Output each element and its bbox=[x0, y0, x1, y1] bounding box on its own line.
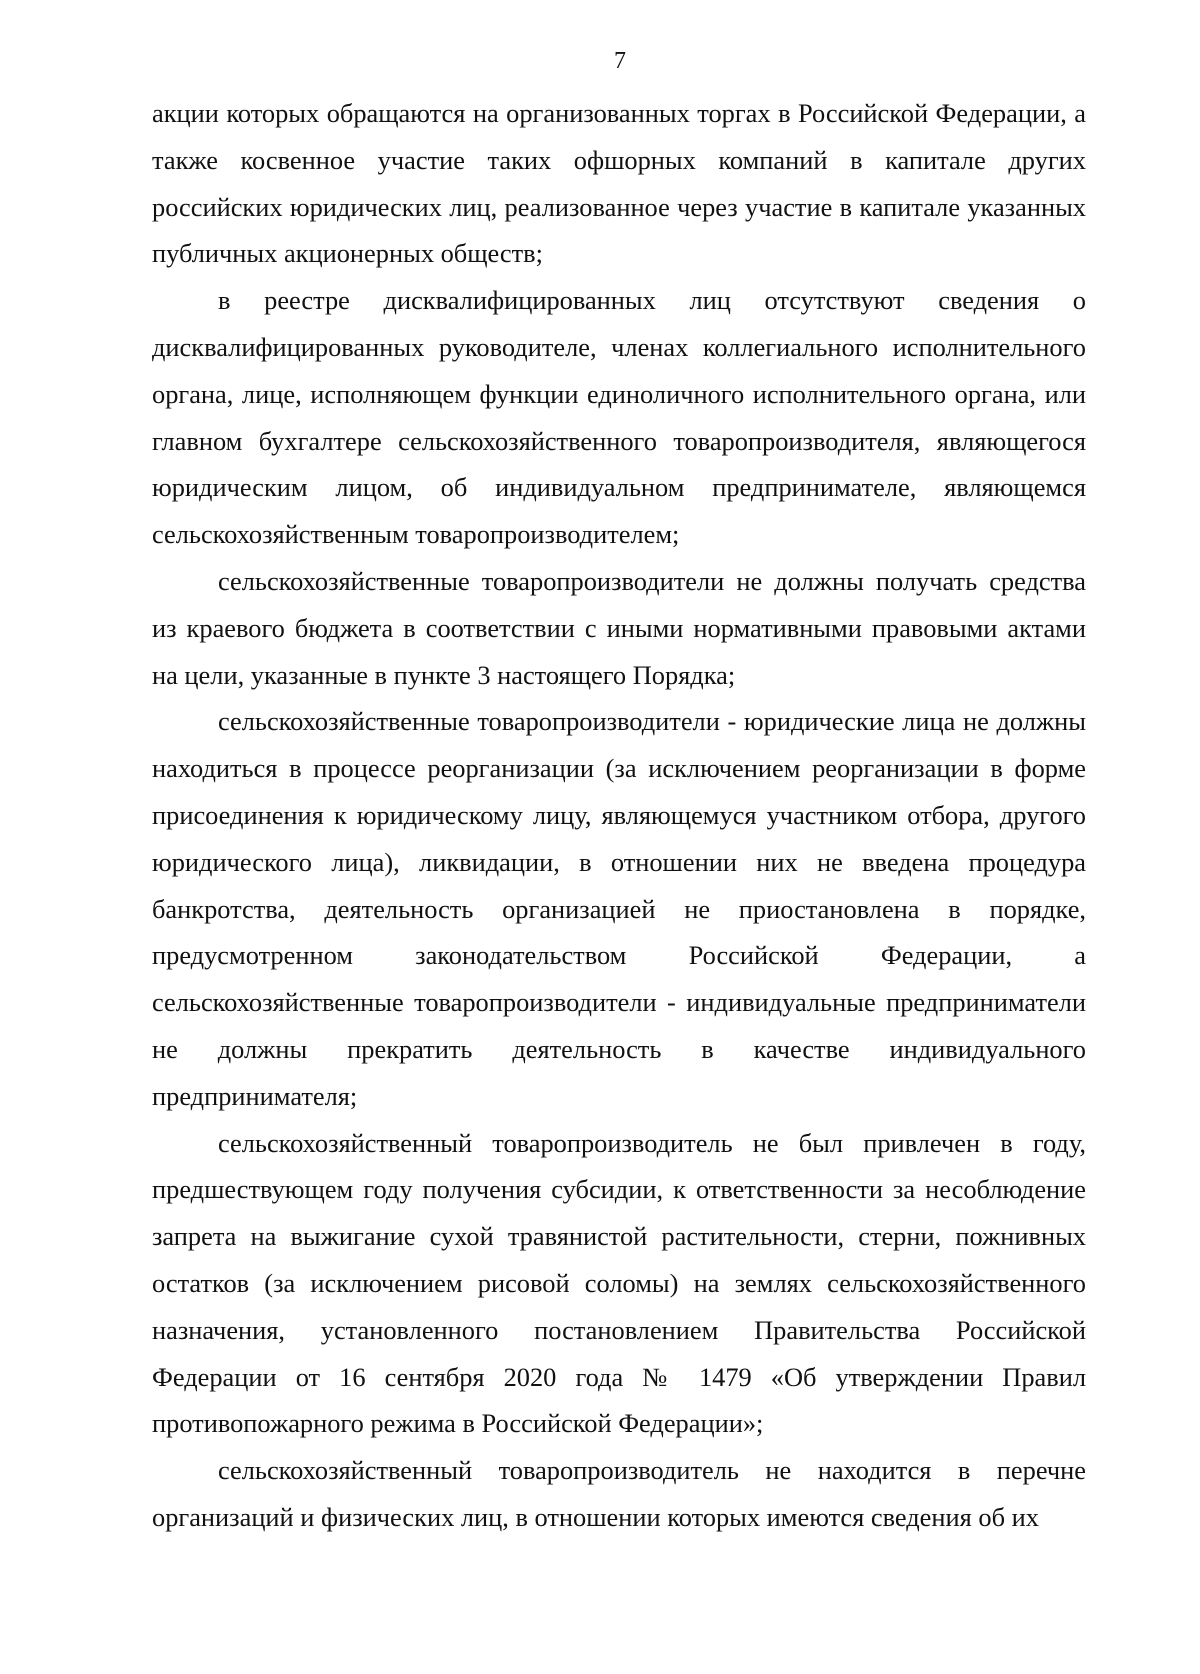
document-body bbox=[152, 90, 1086, 1541]
paragraph-2: в реестре дисквалифицированных лиц отсутствуют сведения о дисквалифицированных руководителе, членах коллегиального исполнительного органа, лице, исполняющем функции единоличного исполнительного органа, или главном бухгалтере сельскохозяйственного товаропроизводителя, являющегося юридическим лицом, об индивидуальном предпринимателе, являющемся сельскохозяйственным товаропроизводителем; bbox=[152, 285, 1086, 550]
paragraph-1: акции которых обращаются на организованных торгах в Российской Федерации, а также косвенное участие таких офшорных компаний в капитале других российских юридических лиц, реализованное через участие в капитале указанных публичных акционерных обществ; bbox=[152, 98, 1086, 269]
paragraph-6: сельскохозяйственный товаропроизводитель не находится в перечне организаций и физических лиц, в отношении которых имеются сведения об их bbox=[152, 1455, 1086, 1532]
page-number: 7 bbox=[614, 48, 626, 74]
paragraph-5: сельскохозяйственный товаропроизводитель не был привлечен в году, предшествующем году получения субсидии, к ответственности за несоблюдение запрета на выжигание сухой травянистой растительности, стерни, пожнивных остатков (за исключением рисовой соломы) на землях сельскохозяйственного назначения, установленного постановлением Правительства Российской Федерации от 16 сентября 2020 года № 1479 «Об утверждении Правил противопожарного режима в Российской Федерации»; bbox=[152, 1127, 1086, 1439]
paragraph-3: сельскохозяйственные товаропроизводители не должны получать средства из краевого бюджета в соответствии с иными нормативными правовыми актами на цели, указанные в пункте 3 настоящего Порядка; bbox=[152, 565, 1086, 690]
paragraph-4: сельскохозяйственные товаропроизводители - юридические лица не должны находиться в процессе реорганизации (за исключением реорганизации в форме присоединения к юридическому лицу, являющемуся участником отбора, другого юридического лица), ликвидации, в отношении них не введена процедура банкротства, деятельность организацией не приостановлена в порядке, предусмотренном законодательством Российской Федерации, а сельскохозяйственные товаропроизводители - индивидуальные предприниматели не должны прекратить деятельность в качестве индивидуального предпринимателя; bbox=[152, 706, 1086, 1111]
